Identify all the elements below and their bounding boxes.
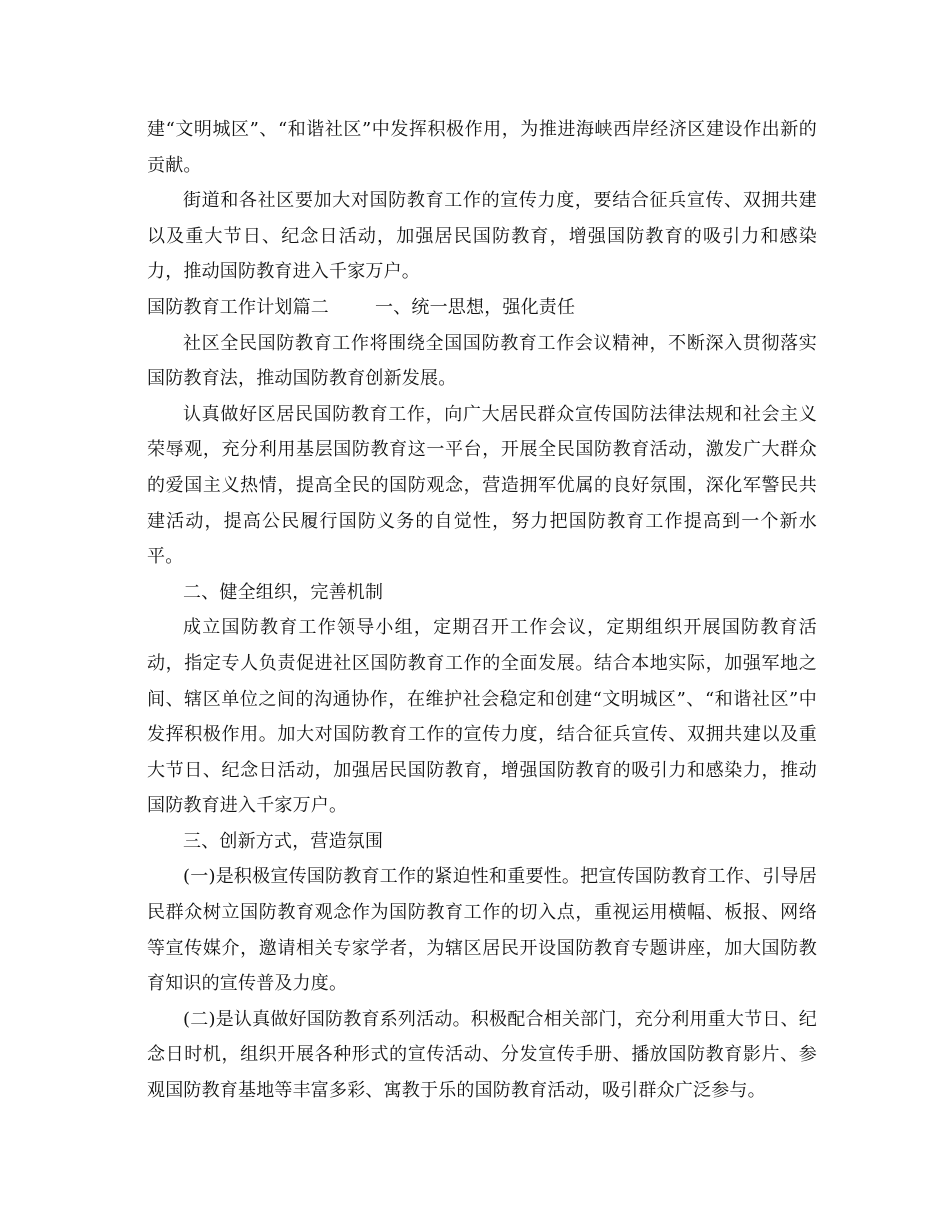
paragraph: 社区全民国防教育工作将围绕全国国防教育工作会议精神，不断深入贯彻落实国防教育法，推动国防教育创新发展。 [147, 332, 817, 390]
paragraph: 街道和各社区要加大对国防教育工作的宣传力度，要结合征兵宣传、双拥共建以及重大节日、纪念日活动，加强居民国防教育，增强国防教育的吸引力和感染力，推动国防教育进入千家万户。 [147, 190, 817, 283]
section-heading-1: 一、统一思想，强化责任 [375, 296, 576, 318]
document-body [147, 112, 817, 1109]
paragraph: 认真做好区居民国防教育工作，向广大居民群众宣传国防法律法规和社会主义荣辱观，充分利用基层国防教育这一平台，开展全民国防教育活动，激发广大群众的爱国主义热情，提高全民的国防观念，营造拥军优属的良好氛围，深化军警民共建活动，提高公民履行国防义务的自觉性，努力把国防教育工作提高到一个新水平。 [147, 403, 817, 568]
plan-title: 国防教育工作计划篇二 [147, 296, 329, 318]
paragraph: (一)是积极宣传国防教育工作的紧迫性和重要性。把宣传国防教育工作、引导居民群众树立国防教育观念作为国防教育工作的切入点，重视运用横幅、板报、网络等宣传媒介，邀请相关专家学者，为辖区居民开设国防教育专题讲座，加大国防教育知识的宣传普及力度。 [147, 866, 817, 995]
paragraph: (二)是认真做好国防教育系列活动。积极配合相关部门，充分利用重大节日、纪念日时机，组织开展各种形式的宣传活动、分发宣传手册、播放国防教育影片、参观国防教育基地等丰富多彩、寓教于乐的国防教育活动，吸引群众广泛参与。 [147, 1008, 817, 1102]
section-heading-2: 二、健全组织，完善机制 [183, 581, 384, 603]
plan-heading-line [147, 290, 817, 326]
paragraph-continuation: 建“文明城区”、“和谐社区”中发挥积极作用，为推进海峡西岸经济区建设作出新的贡献。 [147, 119, 817, 176]
section-heading-3: 三、创新方式，营造氛围 [183, 830, 384, 852]
paragraph: 成立国防教育工作领导小组，定期召开工作会议，定期组织开展国防教育活动，指定专人负责促进社区国防教育工作的全面发展。结合本地实际，加强军地之间、辖区单位之间的沟通协作，在维护社会稳定和创建“文明城区”、“和谐社区”中发挥积极作用。加大对国防教育工作的宣传力度，结合征兵宣传、双拥共建以及重大节日、纪念日活动，加强居民国防教育，增强国防教育的吸引力和感染力，推动国防教育进入千家万户。 [147, 617, 817, 817]
